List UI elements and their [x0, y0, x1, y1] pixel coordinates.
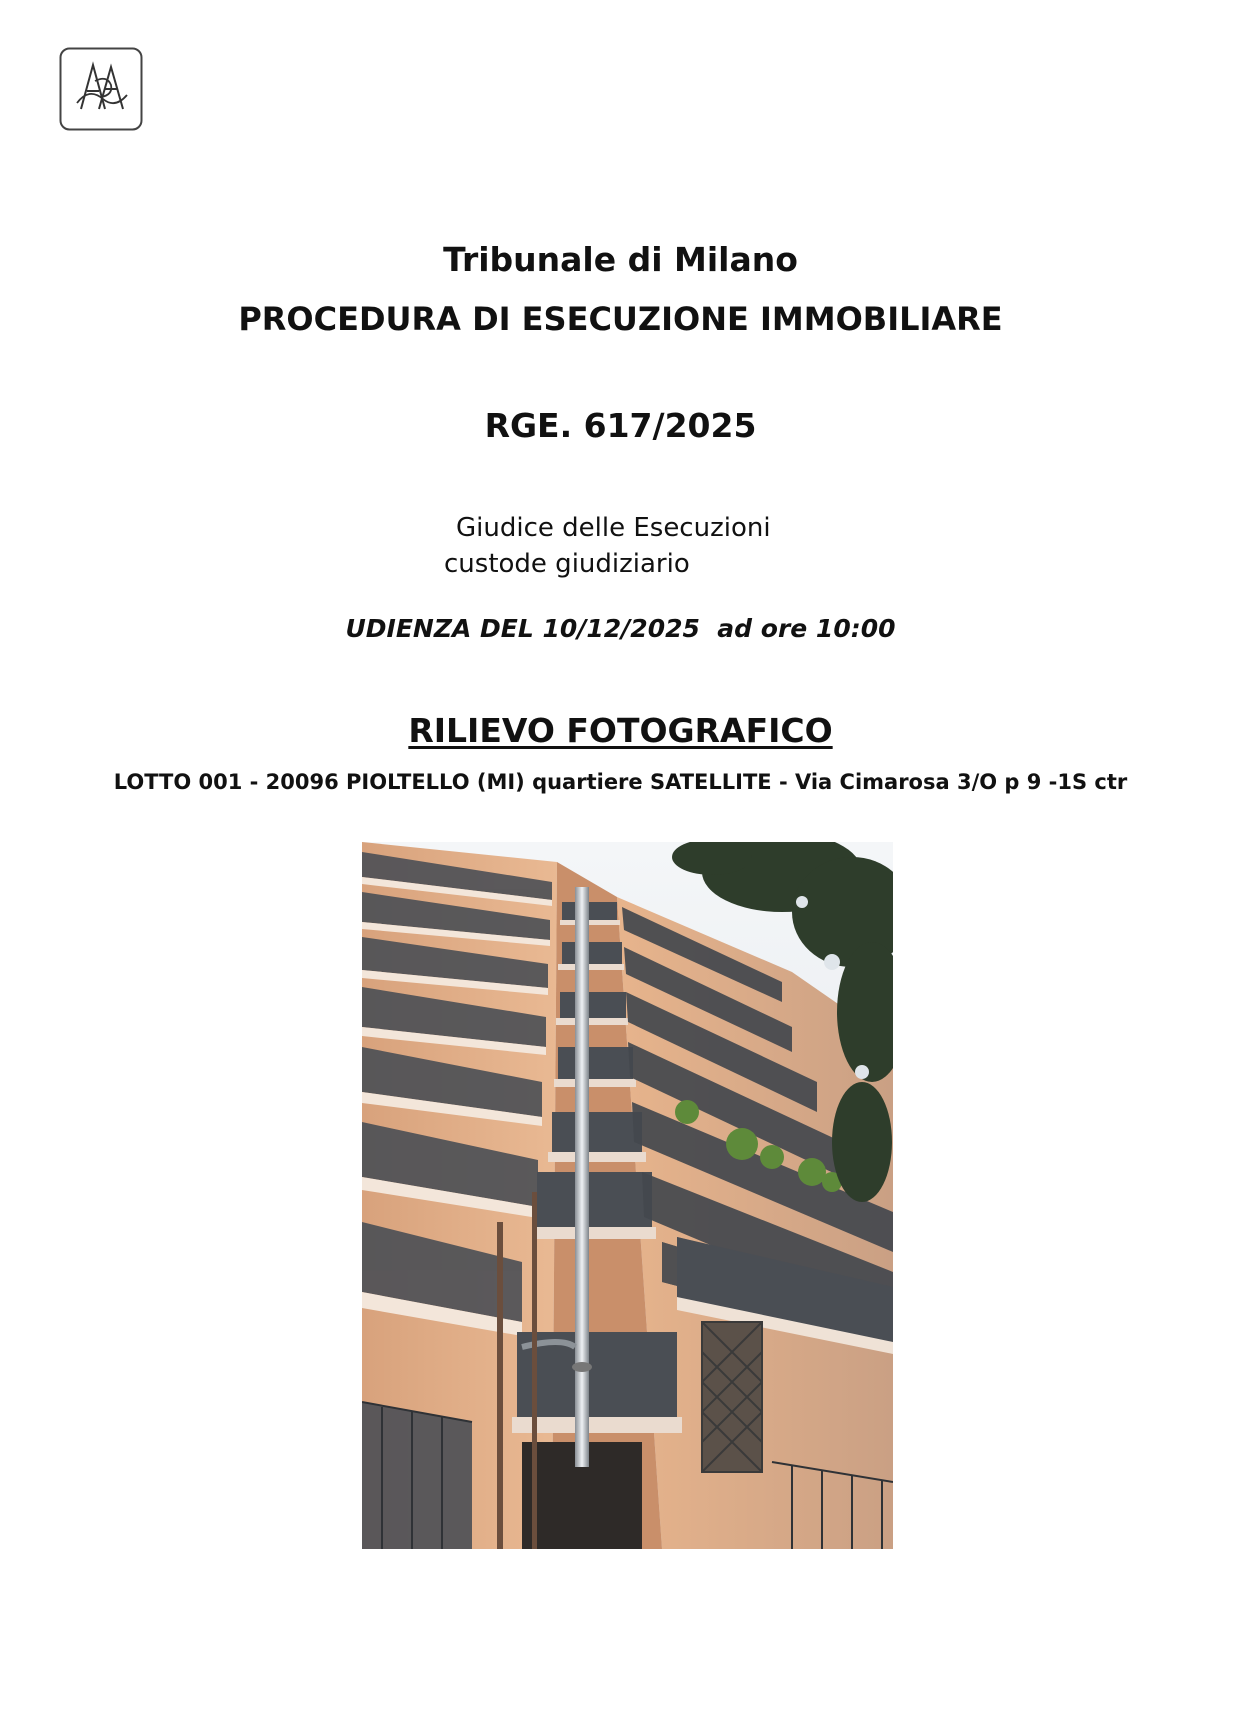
procedure-title: PROCEDURA DI ESECUZIONE IMMOBILIARE — [238, 300, 1003, 338]
case-number: RGE. 617/2025 — [484, 406, 757, 445]
court-title: Tribunale di Milano — [443, 240, 798, 279]
judge-role: Giudice delle Esecuzioni — [456, 513, 771, 543]
hearing-date: UDIENZA DEL 10/12/2025 ad ore 10:00 — [345, 614, 896, 643]
studio-logo-icon — [59, 47, 143, 131]
lot-description: LOTTO 001 - 20096 PIOLTELLO (MI) quartiere SATELLITE - Via Cimarosa 3/O p 9 -1S ctr — [113, 770, 1128, 794]
building-facade-photo — [362, 842, 893, 1549]
section-title: RILIEVO FOTOGRAFICO — [408, 711, 833, 750]
custodian-role: custode giudiziario — [444, 549, 690, 579]
